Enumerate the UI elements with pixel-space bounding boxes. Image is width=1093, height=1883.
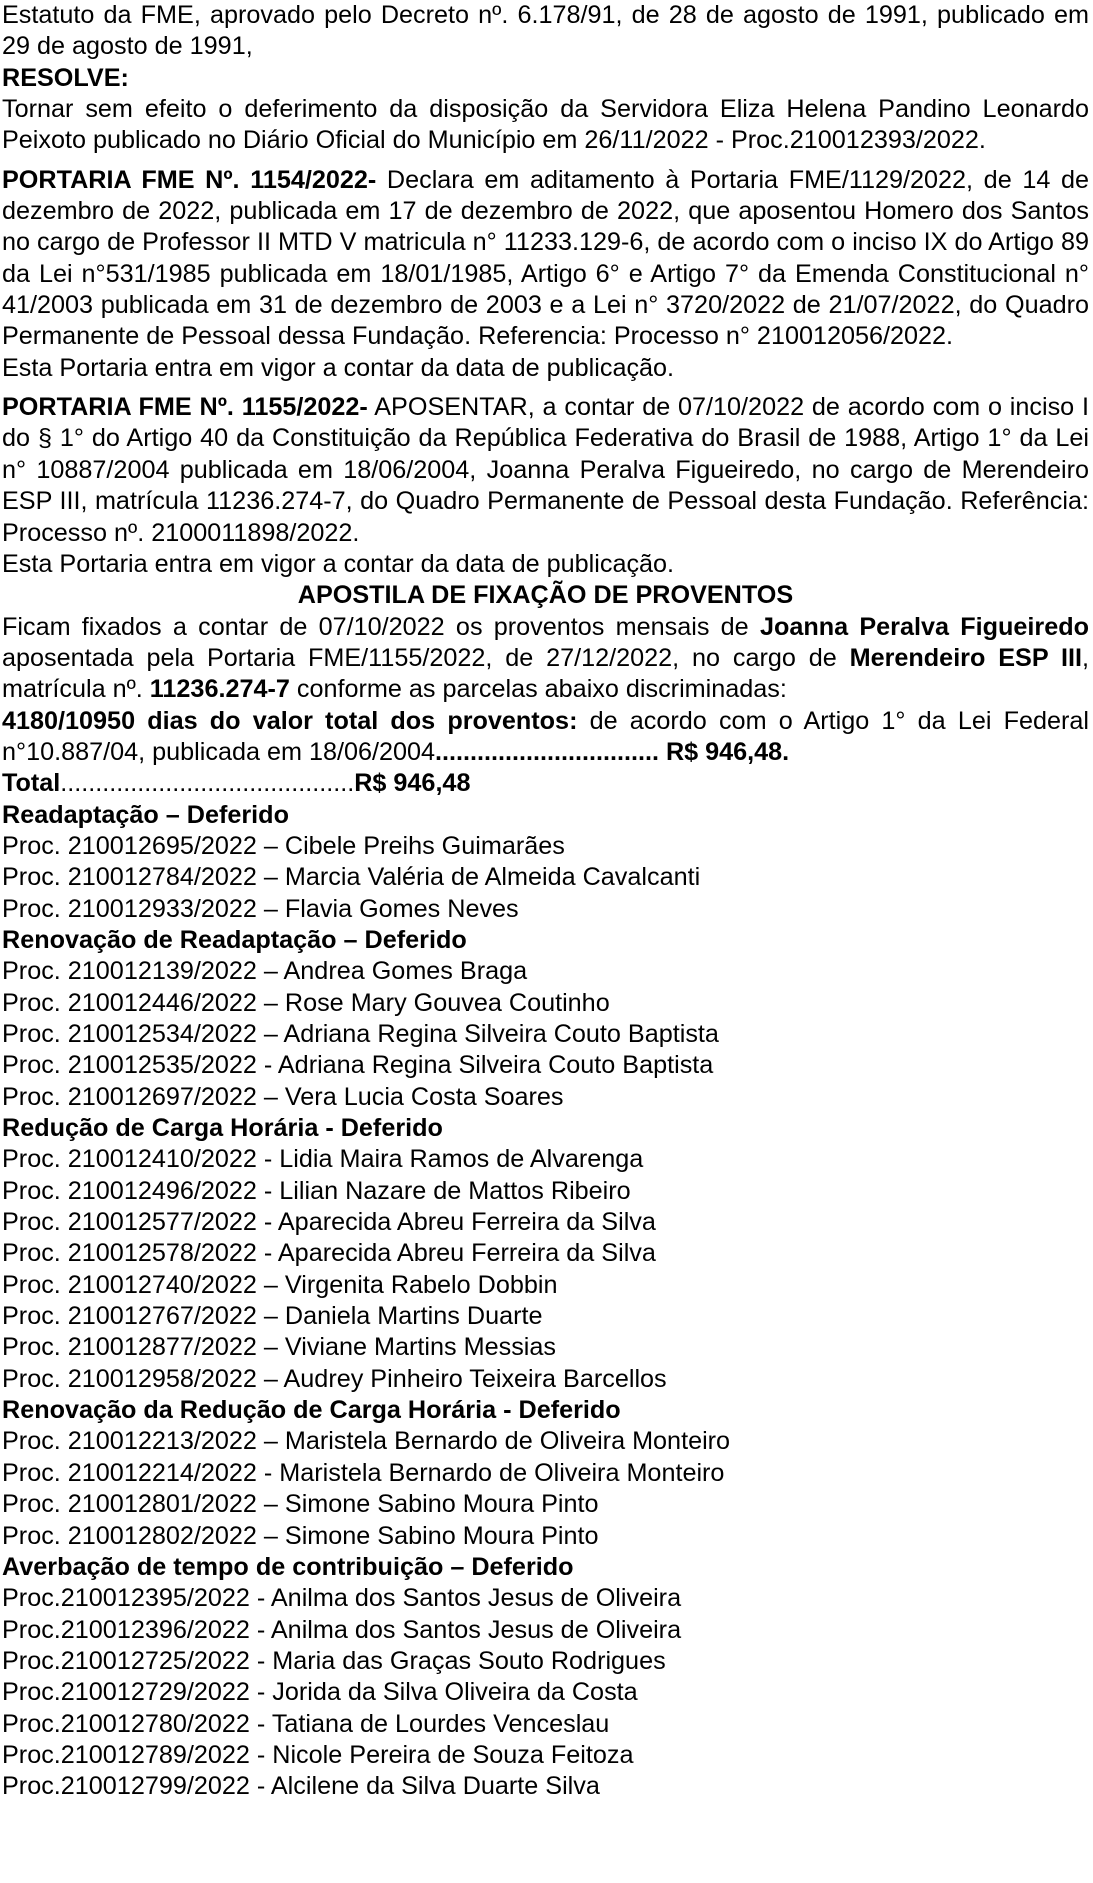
- list-item: Proc. 210012697/2022 – Vera Lucia Costa Soares: [2, 1082, 564, 1111]
- portaria-1154-label: PORTARIA FME Nº.: [2, 165, 240, 194]
- resolve-text: Tornar sem efeito o deferimento da disposição da Servidora Eliza Helena Pandino Leonardo Peixoto publicado no Diário Oficial do Município em 26/11/2022 - Proc.210012393/2022.: [2, 95, 1089, 155]
- apostila-cargo: Merendeiro ESP III: [849, 643, 1083, 672]
- list-item: Proc. 210012784/2022 – Marcia Valéria de Almeida Cavalcanti: [2, 863, 701, 892]
- list-item: Proc.210012799/2022 - Alcilene da Silva Duarte Silva: [2, 1772, 600, 1801]
- list-item: Proc.210012395/2022 - Anilma dos Santos Jesus de Oliveira: [2, 1584, 682, 1613]
- list-item: Proc. 210012877/2022 – Viviane Martins Messias: [2, 1333, 556, 1362]
- section-heading: Averbação de tempo de contribuição – Deferido: [2, 1552, 574, 1581]
- portaria-1154-vigor: Esta Portaria entra em vigor a contar da data de publicação.: [2, 353, 675, 382]
- portaria-1155-text: APOSENTAR, a contar de 07/10/2022 de acordo com o inciso I do § 1° do Artigo 40 da Constituição da República Federativa do Brasil de 1988, Artigo 1° da Lei n° 10887/2004 publicada em 18/06/2004, Joanna Peralva Figueiredo, no cargo de Merendeiro ESP III, matrícula 11236.274-7, do Quadro Permanente de Pessoal desta Fundação. Referência: Processo nº. 2100011898/2022.: [2, 393, 1090, 547]
- portaria-1155-number: 1155/2022-: [241, 393, 368, 422]
- apostila-title: APOSTILA DE FIXAÇÃO DE PROVENTOS: [297, 581, 794, 610]
- total-dots: ..........................................: [60, 769, 355, 798]
- list-item: Proc. 210012446/2022 – Rose Mary Gouvea Coutinho: [2, 988, 610, 1017]
- portaria-1155: [2, 392, 1089, 549]
- section-renovacao-reducao: [2, 1395, 1093, 1552]
- dias-label: 4180/10950 dias do valor total dos proventos:: [2, 706, 578, 735]
- portaria-1155-vigor: Esta Portaria entra em vigor a contar da data de publicação.: [2, 549, 675, 578]
- apostila-text-1: Ficam fixados a contar de 07/10/2022 os proventos mensais de: [2, 612, 749, 641]
- portaria-1155-label: PORTARIA FME Nº.: [2, 393, 234, 422]
- apostila-total: [2, 768, 1093, 799]
- list-item: Proc.210012789/2022 - Nicole Pereira de Souza Feitoza: [2, 1740, 634, 1769]
- list-item: Proc. 210012139/2022 – Andrea Gomes Braga: [2, 957, 528, 986]
- apostila-name: Joanna Peralva Figueiredo: [759, 612, 1089, 641]
- list-item: Proc. 210012933/2022 – Flavia Gomes Neves: [2, 894, 519, 923]
- section-heading: Readaptação – Deferido: [2, 800, 289, 829]
- section-reducao-carga: [2, 1113, 1093, 1395]
- list-item: Proc. 210012578/2022 - Aparecida Abreu Ferreira da Silva: [2, 1239, 656, 1268]
- portaria-1154-number: 1154/2022-: [250, 165, 377, 194]
- list-item: Proc. 210012740/2022 – Virgenita Rabelo Dobbin: [2, 1270, 558, 1299]
- total-label: Total: [2, 769, 61, 798]
- total-value: R$ 946,48: [354, 769, 471, 798]
- list-item: Proc. 210012496/2022 - Lilian Nazare de Mattos Ribeiro: [2, 1176, 631, 1205]
- section-readaptacao: [2, 800, 1093, 925]
- list-item: Proc. 210012801/2022 – Simone Sabino Moura Pinto: [2, 1490, 599, 1519]
- list-item: Proc. 210012695/2022 – Cibele Preihs Guimarães: [2, 831, 565, 860]
- apostila-paragraph: [2, 612, 1089, 706]
- list-item: Proc. 210012802/2022 – Simone Sabino Moura Pinto: [2, 1521, 599, 1550]
- dias-value: R$ 946,48.: [665, 737, 790, 766]
- resolve-label: RESOLVE:: [2, 63, 129, 92]
- list-item: Proc.210012780/2022 - Tatiana de Lourdes Venceslau: [2, 1709, 610, 1738]
- section-heading: Renovação da Redução de Carga Horária - Deferido: [2, 1396, 621, 1425]
- list-item: Proc.210012729/2022 - Jorida da Silva Oliveira da Costa: [2, 1678, 638, 1707]
- decree-intro: Estatuto da FME, aprovado pelo Decreto nº. 6.178/91, de 28 de agosto de 1991, publicado em 29 de agosto de 1991,: [2, 1, 1089, 61]
- section-renovacao-readaptacao: [2, 925, 1093, 1113]
- apostila-text-4: conforme as parcelas abaixo discriminadas:: [296, 675, 787, 704]
- section-heading: Renovação de Readaptação – Deferido: [2, 925, 467, 954]
- section-averbacao: [2, 1552, 1093, 1803]
- list-item: Proc.210012725/2022 - Maria das Graças Souto Rodrigues: [2, 1646, 666, 1675]
- list-item: Proc. 210012958/2022 – Audrey Pinheiro Teixeira Barcellos: [2, 1364, 667, 1393]
- list-item: Proc. 210012577/2022 - Aparecida Abreu Ferreira da Silva: [2, 1208, 656, 1237]
- portaria-1154-text: Declara em aditamento à Portaria FME/1129/2022, de 14 de dezembro de 2022, publicada em 17 de dezembro de 2022, que aposentou Homero dos Santos no cargo de Professor II MTD V matricula n° 11233.129-6, de acordo com o inciso IX do Artigo 89 da Lei n°531/1985 publicada em 18/01/1985, Artigo 6° e Artigo 7° da Emenda Constitucional n° 41/2003 publicada em 31 de dezembro de 2003 e a Lei n° 3720/2022 de 21/07/2022, do Quadro Permanente de Pessoal dessa Fundação. Referencia: Processo n° 210012056/2022.: [2, 165, 1090, 351]
- section-heading: Redução de Carga Horária - Deferido: [2, 1114, 443, 1143]
- list-item: Proc. 210012767/2022 – Daniela Martins Duarte: [2, 1302, 543, 1331]
- apostila-text-2: aposentada pela Portaria FME/1155/2022, de 27/12/2022, no cargo de: [2, 643, 837, 672]
- list-item: Proc. 210012214/2022 - Maristela Bernardo de Oliveira Monteiro: [2, 1458, 725, 1487]
- apostila-matricula: 11236.274-7: [149, 675, 290, 704]
- dias-dots: ................................: [435, 737, 659, 766]
- list-item: Proc. 210012410/2022 - Lidia Maira Ramos de Alvarenga: [2, 1145, 644, 1174]
- portaria-1154: [2, 165, 1089, 353]
- apostila-text-3: , matrícula nº.: [2, 643, 1090, 704]
- list-item: Proc. 210012213/2022 – Maristela Bernardo de Oliveira Monteiro: [2, 1427, 731, 1456]
- dias-text: de acordo com o Artigo 1° da Lei Federal n°10.887/04, publicada em 18/06/2004: [2, 706, 1089, 766]
- list-item: Proc.210012396/2022 - Anilma dos Santos Jesus de Oliveira: [2, 1615, 682, 1644]
- list-item: Proc. 210012534/2022 – Adriana Regina Silveira Couto Baptista: [2, 1020, 719, 1048]
- list-item: Proc. 210012535/2022 - Adriana Regina Silveira Couto Baptista: [2, 1051, 714, 1080]
- apostila-dias: [2, 706, 1089, 769]
